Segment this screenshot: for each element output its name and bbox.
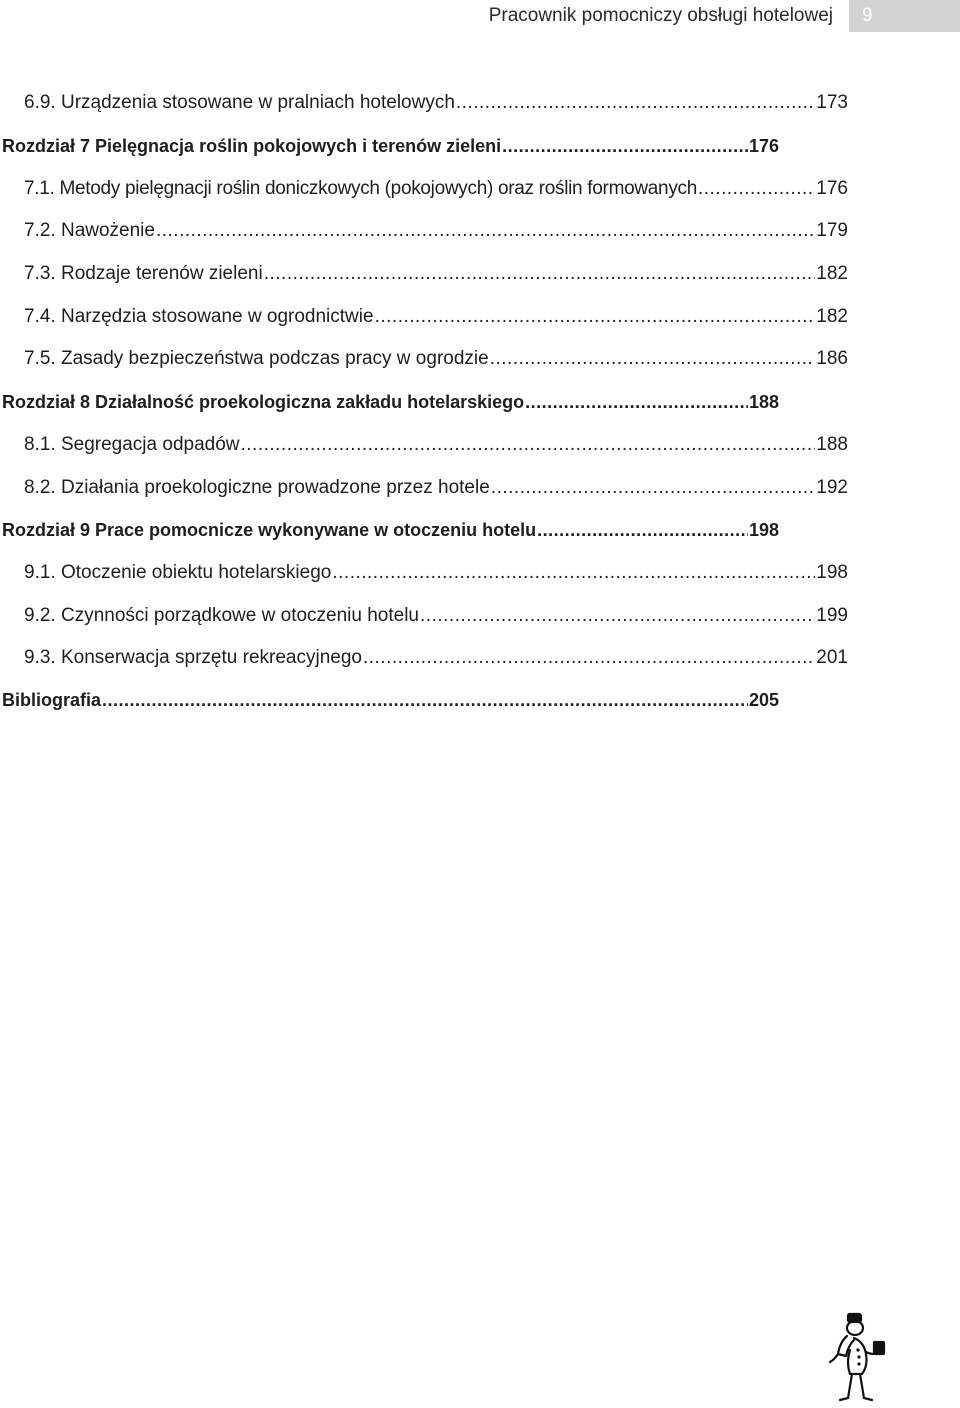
toc-entry-title: 7.3. Rodzaje terenów zieleni <box>24 263 263 285</box>
toc-entry-page: 205 <box>748 690 779 711</box>
toc-entry-page: 198 <box>816 561 848 583</box>
toc-chapter-entry[interactable] <box>0 680 779 723</box>
toc-leader <box>332 562 815 584</box>
toc-entry[interactable] <box>0 167 848 210</box>
toc-leader <box>456 92 815 114</box>
toc-leader <box>241 434 816 456</box>
toc-entry-title: Bibliografia <box>2 690 102 711</box>
toc-entry-title: 9.2. Czynności porządkowe w otoczeniu hotelu <box>24 604 420 626</box>
toc-entry-title: 8.1. Segregacja odpadów <box>24 433 240 455</box>
toc-entry[interactable] <box>0 210 848 253</box>
toc-entry-title: 7.2. Nawożenie <box>24 220 155 242</box>
toc-leader <box>363 647 815 669</box>
toc-entry-title: 6.9. Urządzenia stosowane w pralniach hotelowych <box>24 92 455 114</box>
toc-entry-page: 176 <box>748 135 779 156</box>
toc-entry[interactable] <box>0 253 848 296</box>
toc-leader <box>375 306 816 328</box>
toc-entry-page: 192 <box>816 476 848 498</box>
toc-entry-title: 7.1. Metody pielęgnacji roślin doniczkowych (pokojowych) oraz roślin formowanych <box>24 177 697 199</box>
toc-entry-title: Rozdział 8 Działalność proekologiczna zakładu hotelarskiego <box>2 391 525 412</box>
bellhop-icon <box>826 1312 886 1404</box>
toc-entry-page: 201 <box>816 647 848 669</box>
toc-entry-page: 176 <box>816 177 848 199</box>
toc-leader <box>264 263 816 285</box>
toc-leader <box>156 220 815 242</box>
toc-entry[interactable] <box>0 637 848 680</box>
toc-chapter-entry[interactable] <box>0 125 779 168</box>
toc-leader <box>420 605 815 627</box>
toc-entry-title: Rozdział 9 Prace pomocnicze wykonywane w otoczeniu hotelu <box>2 519 537 540</box>
page-number-box <box>849 0 960 32</box>
toc-chapter-entry[interactable] <box>0 509 779 552</box>
toc-leader <box>698 178 815 200</box>
toc-leader <box>502 136 748 157</box>
toc-entry-page: 182 <box>816 263 848 285</box>
toc-leader <box>490 348 816 370</box>
toc-entry[interactable] <box>0 552 848 595</box>
toc-leader <box>491 477 816 499</box>
toc-entry-page: 179 <box>816 220 848 242</box>
toc-entry-title: 7.5. Zasady bezpieczeństwa podczas pracy w ogrodzie <box>24 348 489 370</box>
toc-leader <box>537 520 748 541</box>
toc-entry[interactable] <box>0 594 848 637</box>
toc-entry[interactable] <box>0 82 848 125</box>
toc-chapter-entry[interactable] <box>0 381 779 424</box>
header-title: Pracownik pomocniczy obsługi hotelowej <box>488 5 833 26</box>
toc-entry-page: 173 <box>816 92 848 114</box>
toc-entry[interactable] <box>0 338 848 381</box>
toc-entry[interactable] <box>0 424 848 467</box>
toc-entry-title: Rozdział 7 Pielęgnacja roślin pokojowych i terenów zieleni <box>2 135 502 156</box>
running-header <box>489 0 960 32</box>
toc-leader <box>102 690 748 711</box>
toc-entry-title: 8.2. Działania proekologiczne prowadzone przez hotele <box>24 476 490 498</box>
toc-entry-page: 188 <box>816 433 848 455</box>
toc-entry[interactable] <box>0 466 848 509</box>
toc-entry-title: 7.4. Narzędzia stosowane w ogrodnictwie <box>24 305 374 327</box>
page-number: 9 <box>862 5 873 26</box>
toc-leader <box>525 392 748 413</box>
toc-entry-page: 199 <box>816 604 848 626</box>
toc-entry-page: 182 <box>816 305 848 327</box>
table-of-contents <box>0 82 960 722</box>
toc-entry-page: 188 <box>748 391 779 412</box>
toc-entry-page: 186 <box>816 348 848 370</box>
toc-entry-page: 198 <box>748 519 779 540</box>
toc-entry-title: 9.1. Otoczenie obiektu hotelarskiego <box>24 561 332 583</box>
toc-entry[interactable] <box>0 295 848 338</box>
toc-entry-title: 9.3. Konserwacja sprzętu rekreacyjnego <box>24 647 362 669</box>
